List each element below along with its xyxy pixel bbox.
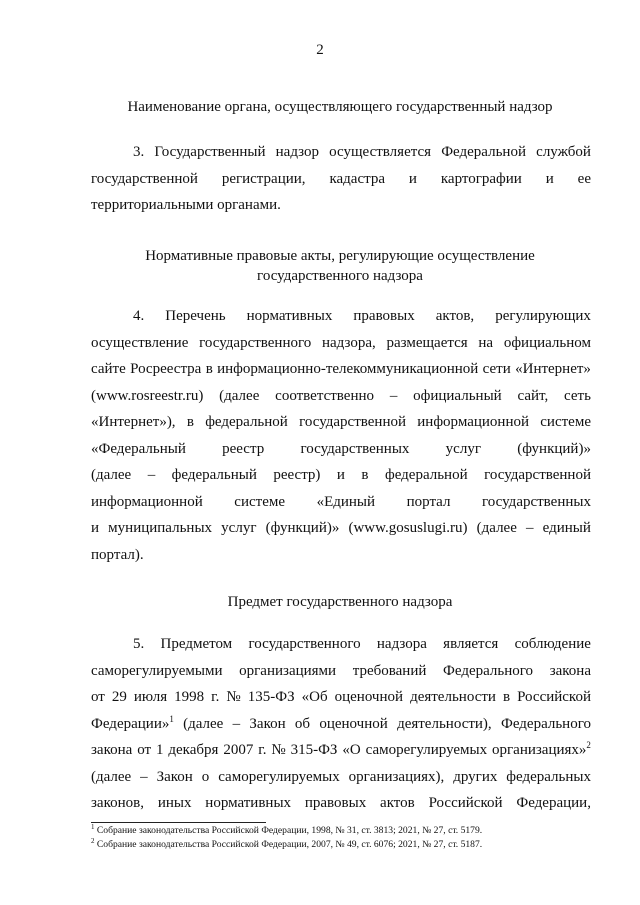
word: федеральный [171,467,257,483]
word: 1998 [174,689,205,705]
word: 1 [155,742,164,758]
word: государственного [248,636,361,652]
word: закона [91,742,133,758]
word: портал [406,493,451,510]
word: в [361,467,369,483]
word: – [526,520,534,536]
word: Росреестра [130,361,202,377]
text-line [91,409,591,436]
word: «Интернет» [515,361,591,377]
section-heading-legal-acts [60,246,620,286]
word: 4. [133,308,145,324]
word: федеральной [384,467,468,483]
word: саморегулируемых [218,768,340,785]
text-line [91,764,591,791]
word: портал). [91,546,144,563]
text-line [91,330,591,357]
word: в [502,689,511,705]
word: закона [549,662,591,679]
word: и [336,467,345,483]
word: «О [342,742,361,758]
word: 135-ФЗ [247,689,295,705]
word: в [186,414,194,430]
word: оценочной [334,689,404,705]
word: государственной [299,414,406,430]
word: муниципальных [108,520,213,536]
word: (далее [91,467,132,483]
word: (www.gosuslugi.ru) [348,520,468,536]
heading-line: государственного надзора [257,268,423,284]
word: соблюдение [514,636,591,652]
word: саморегулируемыми [91,662,223,679]
word: (далее [219,387,260,404]
word: на [478,334,494,351]
word: услуг [445,440,481,457]
word: федеральных [506,768,591,785]
word: и [408,170,417,187]
word: размещается [386,334,468,351]
word: декабря [168,742,219,758]
text-line [91,631,591,658]
text-line [91,658,591,685]
word: других [453,768,498,785]
footnote-text: Собрание законодательства Российской Федерации, 2007, № 49, ст. 6076; 2021, № 27, ст. 5187. [96,839,483,850]
text-line [91,166,591,193]
word: (далее [91,768,132,785]
word: организациях), [348,768,445,785]
word: сайт, [517,387,549,404]
paragraph-4 [91,303,591,568]
text-line [91,356,591,383]
word: Федерального [500,715,591,732]
word: информационной [417,414,529,430]
word: сеть [564,387,591,404]
word: нормативных [205,795,292,811]
text-line [91,790,591,817]
word: о [201,768,210,785]
word: Федеральной [441,144,526,160]
word: 315-ФЗ [290,742,338,758]
text-line [91,303,591,330]
word: – [232,715,241,732]
word: актов [380,795,415,811]
word: системе [540,414,591,430]
word: Государственный [154,144,266,160]
word: сайте [91,361,126,377]
word: – [140,768,148,785]
word: г. [258,742,267,758]
paragraph-3 [91,139,591,219]
footnote-reference[interactable]: 2 [586,740,591,750]
word-text: организациях» [492,742,587,758]
word: Перечень [165,308,226,324]
word: «Интернет»), [91,414,176,430]
footnote-2 [91,838,482,852]
word: государственного [199,334,312,351]
word: «Единый [316,493,376,510]
word: (функций)» [517,440,591,457]
text-line [91,542,591,569]
footnote-mark: 1 [91,822,95,831]
word: (функций)» [265,520,340,536]
text-line [91,489,591,516]
word: картографии [440,170,522,187]
word: в [205,361,213,377]
word: реестр) [273,467,321,483]
word: иных [157,795,192,811]
word-text: Федерации» [91,715,170,732]
word: услуг [221,520,257,536]
word: официальном [503,334,591,351]
word: кадастра [329,170,386,187]
word: надзора [376,636,427,652]
word: осуществляется [329,144,432,160]
text-line [91,711,591,738]
word: от [91,689,105,705]
word: 29 [111,689,127,705]
word: государственных [300,440,410,457]
word: Федерации, [516,795,591,811]
word: № [226,689,241,705]
word [91,711,174,738]
word [492,737,591,764]
word: деятельности [410,689,496,705]
word: № [271,742,286,758]
word: правовых [304,795,367,811]
word: надзора, [322,334,376,351]
word: 3. [133,144,145,160]
word: правовых [353,308,415,324]
text-line [91,515,591,542]
text-line [91,192,591,219]
footnote-reference[interactable]: 1 [169,713,174,724]
text-line [91,462,591,489]
heading-line: Нормативные правовые акты, регулирующие осуществление [145,248,535,264]
word: надзор [275,144,319,160]
word: Российской [428,795,503,811]
word: Федерального [443,662,534,679]
word: 2007 [223,742,254,758]
footnote-text: Собрание законодательства Российской Федерации, 1998, № 31, ст. 3813; 2021, № 27, ст. 5179. [96,825,483,836]
word: (далее [476,520,517,536]
word: сети [482,361,511,377]
word: актов, [435,308,475,324]
section-heading-authority: Наименование органа, осуществляющего государственный надзор [127,99,553,115]
word: регистрации, [221,170,306,187]
paragraph-5 [91,631,591,817]
word: является [443,636,499,652]
word: деятельности), [397,715,492,732]
text-line [91,436,591,463]
word: соответственно [275,387,374,404]
word: официальный [413,387,502,404]
word: территориальными органами. [91,197,281,213]
word: июля [133,689,168,705]
word: и [545,170,554,187]
word: – [389,387,398,404]
word: требований [352,662,427,679]
word: г. [211,689,220,705]
section-heading-subject: Предмет государственного надзора [227,594,453,610]
word: – [147,467,156,483]
word: (далее [183,715,224,732]
text-line [91,139,591,166]
word: об [294,715,311,732]
word: системе [234,493,286,510]
word: Закон [249,715,286,732]
text-line [91,737,591,764]
footnote-separator [91,822,266,823]
word: и [91,520,100,536]
word: от [137,742,152,758]
word: федеральной [205,414,288,430]
word: Предметом [160,636,233,652]
word: оценочной [319,715,388,732]
word: государственной [91,170,198,187]
word: организациями [239,662,337,679]
word: осуществление [91,334,189,351]
word: единый [542,520,591,536]
word: нормативных [246,308,333,324]
text-line [91,684,591,711]
word: государственных [482,493,591,510]
word: саморегулируемых [365,742,488,758]
word: информационно-телекоммуникационной [217,361,479,377]
footnote-1 [91,824,482,838]
word: «Об [301,689,328,705]
word: государственной [484,467,591,483]
word: службой [536,144,591,160]
page-number: 2 [316,42,324,58]
word: «Федеральный [91,440,186,457]
word: информационной [91,493,203,510]
word: Российской [517,689,591,705]
word: реестр [222,440,265,457]
word: ее [577,170,591,187]
footnote-mark: 2 [91,836,95,845]
word: законов, [91,795,144,811]
word: (www.rosreestr.ru) [91,387,204,404]
word: регулирующих [495,308,591,324]
text-line [91,383,591,410]
word: 5. [133,636,145,652]
word: Закон [156,768,193,785]
